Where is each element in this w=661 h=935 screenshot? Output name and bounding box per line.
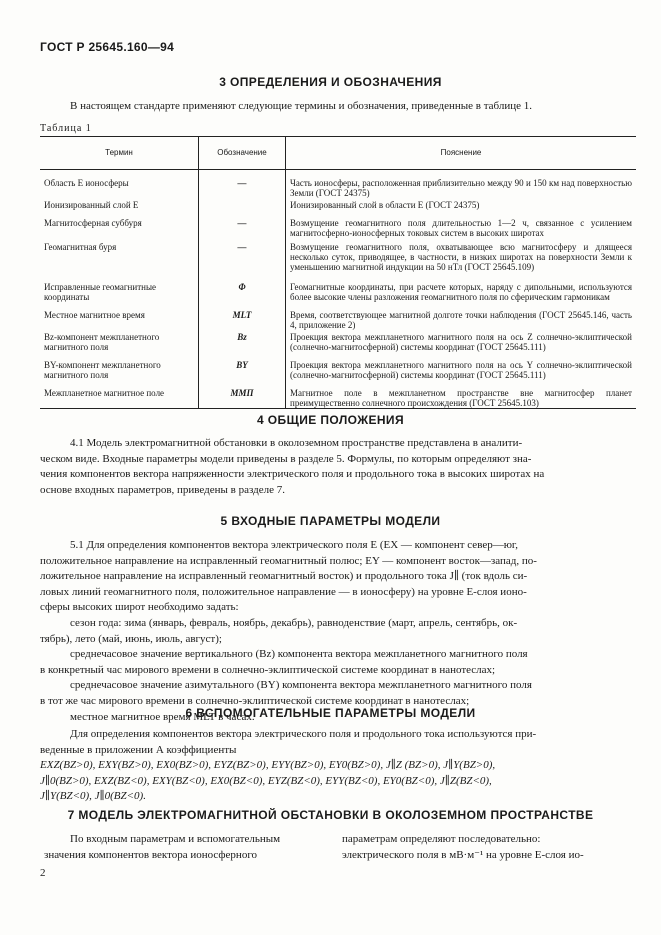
section-5-title: 5 ВХОДНЫЕ ПАРАМЕТРЫ МОДЕЛИ — [220, 514, 441, 528]
table-row — [40, 170, 636, 199]
symbol-cell: — — [199, 170, 286, 199]
table-row — [40, 216, 636, 240]
text-line: чения компонентов вектора напряженности электрического поля и продольного тока в высоких широтах на — [40, 468, 545, 481]
text-line: 5.1 Для определения компонентов вектора электрического поля E (EX — компонент север—юг, — [70, 539, 518, 551]
text-line: электрического поля в мВ·м⁻¹ на уровне E-слоя ио- — [342, 848, 584, 861]
section-3-title: 3 ОПРЕДЕЛЕНИЯ И ОБОЗНАЧЕНИЯ — [219, 75, 442, 89]
document-header: ГОСТ Р 25645.160—94 — [40, 40, 175, 54]
explanation-cell: Ионизированный слой в области E (ГОСТ 24375) — [286, 198, 637, 216]
explanation-cell: Магнитное поле в межпланетном пространстве вне магнитосфер планет преимущественно солнечного происхождения (ГОСТ 25645.103) — [286, 386, 637, 409]
symbol-cell: Bz — [199, 330, 286, 358]
table-row — [40, 358, 636, 386]
column-header-term: Термин — [40, 137, 199, 170]
term-cell: Ионизированный слой E — [44, 200, 139, 210]
formula-line: J∥0(BZ>0), EXZ(BZ<0), EXY(BZ<0), EX0(BZ<0), EYZ(BZ<0), EYY(BZ<0), EY0(BZ<0), J∥Z(BZ<0), — [40, 774, 492, 787]
term-cell: BY-компонент межпланетного магнитного поля — [44, 360, 161, 380]
text-line: По входным параметрам и вспомогательным — [70, 833, 281, 845]
term-cell: Межпланетное магнитное поле — [40, 386, 199, 409]
coefficients-list — [40, 758, 638, 805]
formula-line: J∥Y(BZ<0), J∥0(BZ<0). — [40, 790, 146, 803]
definitions-table — [40, 136, 636, 409]
table-row — [40, 308, 636, 330]
term-cell: Геомагнитная буря — [44, 242, 117, 252]
symbol-cell: MLT — [199, 308, 286, 330]
symbol-cell: — — [199, 240, 286, 280]
explanation-cell: Проекция вектора межпланетного магнитного поля на ось Y солнечно-эклиптической (солнечно-магнитосферной) системы координат (ГОСТ 25645.111) — [286, 358, 637, 386]
term-cell: Магнитосферная суббуря — [44, 218, 142, 228]
text-line: положительное направление на исправленный геомагнитный полюс; EY — компонент восток—запад, по- — [40, 554, 537, 567]
column-header-symbol: Обозначение — [199, 137, 286, 170]
section-3-intro: В настоящем стандарте применяют следующие термины и обозначения, приведенные в таблице 1. — [70, 100, 532, 112]
explanation-cell: Возмущение геомагнитного поля, охватывающее всю магнитосферу и длящееся несколько суток, приводящее, в частности, в низких широтах на поверхности Земли к уменьшению магнитной индукции на 50 нТл (ГОСТ 25645.109) — [286, 240, 637, 280]
text-line: значения компонентов вектора ионосферного — [44, 848, 258, 861]
text-line: ложительное направление на исправленный геомагнитный восток) и продольного тока J∥ (ток вдоль си- — [40, 570, 528, 583]
text-line: в конкретный час мирового времени в солнечно-эклиптической системе координат в нанотеслах; — [40, 663, 496, 676]
explanation-cell: Возмущение геомагнитного поля длительностью 1—2 ч, связанное с усилением магнитосферно-ионосферных токовых систем в высоких широтах — [286, 216, 637, 240]
text-line: тябрь), лето (май, июнь, июль, август); — [40, 632, 222, 645]
column-header-explanation: Пояснение — [286, 137, 637, 170]
section-4-body — [40, 436, 635, 498]
table-row — [40, 330, 636, 358]
section-7-title: 7 МОДЕЛЬ ЭЛЕКТРОМАГНИТНОЙ ОБСТАНОВКИ В ОКОЛОЗЕМНОМ ПРОСТРАНСТВЕ — [67, 808, 594, 822]
text-line: местное магнитное время MLT в часах. — [70, 710, 255, 723]
term-cell: Область E ионосферы — [44, 178, 129, 188]
explanation-cell: Геомагнитные координаты, при расчете которых, наряду с дипольными, используются более высокие члены разложения геомагнитного поля по сферическим гармоникам — [286, 280, 637, 308]
text-line: среднечасовое значение азимутального (BY) компонента вектора межпланетного магнитного поля — [70, 679, 532, 692]
section-7-right-column — [342, 832, 584, 863]
explanation-cell: Часть ионосферы, расположенная приблизительно между 90 и 150 км над поверхностью Земли (ГОСТ 24375) — [286, 170, 637, 199]
term-cell: Исправленные геомагнитные координаты — [44, 282, 156, 302]
section-4-title: 4 ОБЩИЕ ПОЛОЖЕНИЯ — [257, 413, 404, 427]
table-row — [40, 240, 636, 280]
text-line: сезон года: зима (январь, февраль, ноябрь, декабрь), равноденствие (март, апрель, сентябрь, ок- — [70, 616, 518, 629]
text-line: параметрам определяют последовательно: — [342, 833, 541, 845]
text-line: Для определения компонентов вектора электрического поля и продольного тока используются при- — [70, 728, 537, 740]
text-line: веденные в приложении А коэффициенты — [40, 743, 237, 756]
text-line: основе входных параметров, приведены в разделе 7. — [40, 483, 285, 496]
text-line: среднечасовое значение вертикального (Bz) компонента вектора межпланетного магнитного поля — [70, 648, 528, 661]
symbol-cell: BY — [199, 358, 286, 386]
term-cell: Местное магнитное время — [44, 310, 145, 320]
text-line: ловых линий геомагнитного поля, положительное направление — в ионосферу) на уровне E-слоя ионо- — [40, 585, 527, 598]
section-5-body — [40, 538, 635, 725]
text-line: ческом виде. Входные параметры модели приведены в разделе 5. Формулы, по которым определяют зна- — [40, 452, 532, 465]
table-row — [40, 386, 636, 409]
page-number: 2 — [40, 867, 46, 879]
table-caption: Таблица 1 — [40, 123, 92, 134]
text-line: сферы высоких широт необходимо задать: — [40, 601, 239, 614]
explanation-cell: Проекция вектора межпланетного магнитного поля на ось Z солнечно-эклиптической (солнечно-магнитосферной) системы координат (ГОСТ 25645.111) — [286, 330, 637, 358]
section-7-left-column — [44, 832, 281, 863]
text-line: в тот же час мирового времени в солнечно-эклиптической системе координат в нанотеслах; — [40, 694, 470, 707]
term-cell: Bz-компонент межпланетного магнитного поля — [44, 332, 160, 352]
explanation-cell: Время, соответствующее магнитной долготе точки наблюдения (ГОСТ 25645.146, часть 4, приложение 2) — [286, 308, 637, 330]
section-6-title: 6 ВСПОМОГАТЕЛЬНЫЕ ПАРАМЕТРЫ МОДЕЛИ — [185, 706, 476, 720]
symbol-cell — [199, 198, 286, 216]
table-row — [40, 198, 636, 216]
formula-line: EXZ(BZ>0), EXY(BZ>0), EX0(BZ>0), EYZ(BZ>0), EYY(BZ>0), EY0(BZ>0), J∥Z (BZ>0), J∥Y(BZ>0), — [40, 759, 496, 771]
symbol-cell: — — [199, 216, 286, 240]
symbol-cell: ММП — [199, 386, 286, 409]
table-row — [40, 280, 636, 308]
symbol-cell: Φ — [199, 280, 286, 308]
text-line: 4.1 Модель электромагнитной обстановки в околоземном пространстве представлена в аналити- — [70, 437, 523, 449]
section-6-body — [40, 727, 635, 758]
